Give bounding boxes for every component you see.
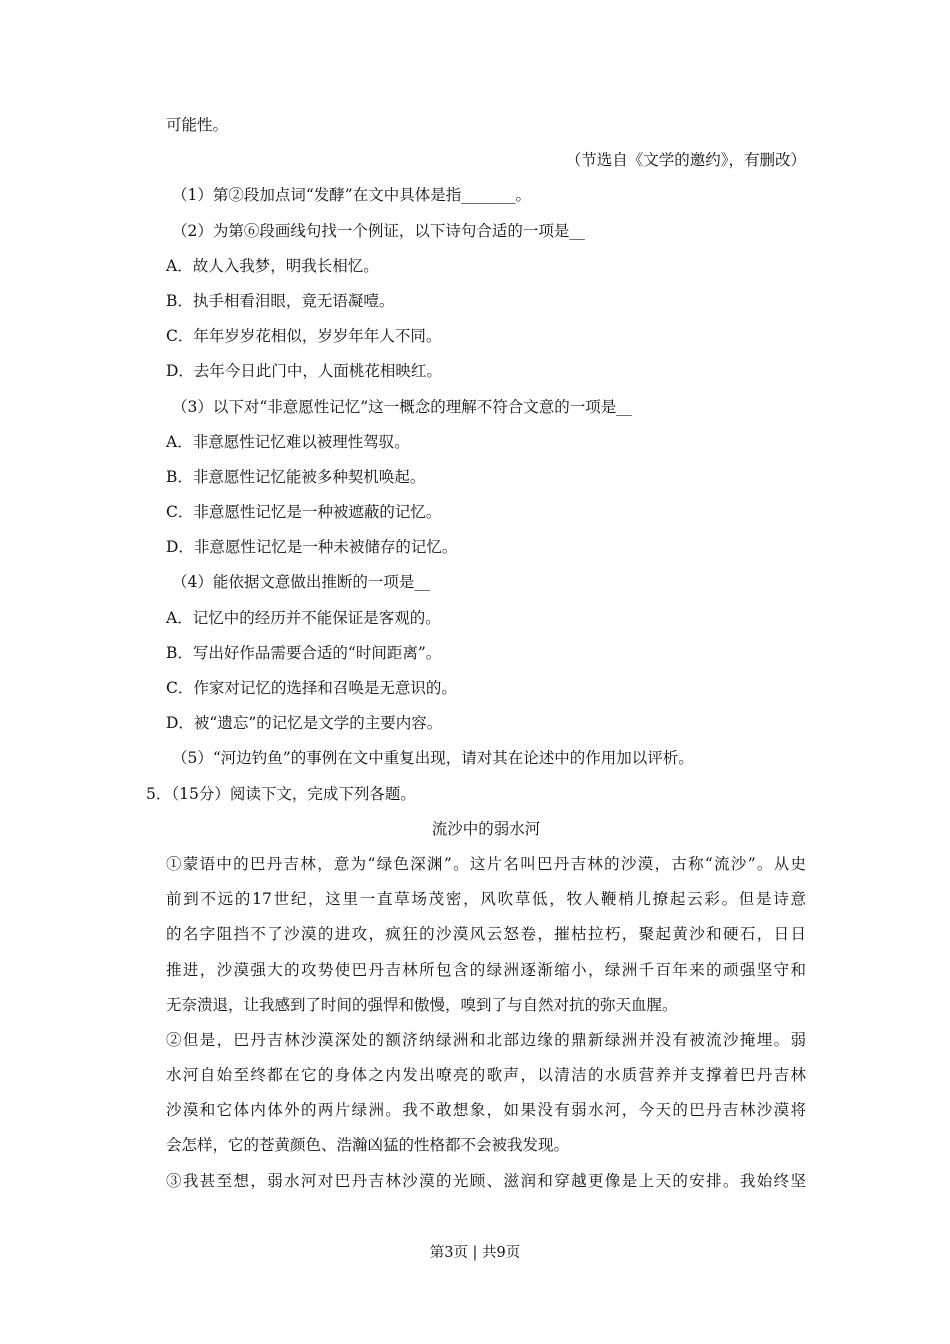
paragraph-line: 推进，沙漠强大的攻势使巴丹吉林所包含的绿洲逐渐缩小，绿洲千百年来的顽强坚守和 bbox=[166, 960, 806, 979]
option-d: D．被“遗忘”的记忆是文学的主要内容。 bbox=[166, 714, 443, 733]
paragraph-line: 的名字阻挡不了沙漠的进攻，疯狂的沙漠风云怒卷，摧枯拉朽，聚起黄沙和硬石，日日 bbox=[166, 925, 806, 944]
paragraph-line: 无奈溃退，让我感到了时间的强悍和傲慢，嗅到了与自然对抗的弥天血腥。 bbox=[166, 995, 678, 1014]
paragraph-line: 会怎样，它的苍黄颜色、浩瀚凶猛的性格都不会被我发现。 bbox=[166, 1136, 570, 1155]
paragraph-line: 水河自始至终都在它的身体之内发出嘹亮的歌声，以清洁的水质营养并支撑着巴丹吉林 bbox=[166, 1066, 806, 1085]
option-a: A．记忆中的经历并不能保证是客观的。 bbox=[166, 608, 441, 627]
option-c: C．年年岁岁花相似，岁岁年年人不同。 bbox=[166, 327, 442, 346]
option-c: C．作家对记忆的选择和召唤是无意识的。 bbox=[166, 679, 457, 697]
option-a: A．故人入我梦，明我长相忆。 bbox=[166, 256, 379, 275]
question-2: （2）为第⑥段画线句找一个例证，以下诗句合适的一项是__ bbox=[172, 221, 585, 240]
question-1: （1）第②段加点词“发酵”在文中具体是指_______。 bbox=[172, 186, 531, 205]
option-b: B．非意愿性记忆能被多种契机唤起。 bbox=[166, 467, 426, 486]
paragraph-line: 沙漠和它体内体外的两片绿洲。我不敢想象，如果没有弱水河，今天的巴丹吉林沙漠将 bbox=[166, 1101, 806, 1120]
paragraph-line: ③我甚至想，弱水河对巴丹吉林沙漠的光顾、滋润和穿越更像是上天的安排。我始终坚 bbox=[166, 1171, 806, 1190]
option-c: C．非意愿性记忆是一种被遮蔽的记忆。 bbox=[166, 503, 442, 522]
question-3: （3）以下对“非意愿性记忆”这一概念的理解不符合文意的一项是__ bbox=[172, 397, 632, 416]
option-b: B．执手相看泪眼，竟无语凝噎。 bbox=[166, 291, 395, 310]
text-line: 可能性。 bbox=[166, 116, 229, 134]
option-a: A．非意愿性记忆难以被理性驾驭。 bbox=[166, 432, 410, 451]
page-footer: 第3页 | 共9页 bbox=[429, 1245, 521, 1261]
option-d: D．去年今日此门中，人面桃花相映红。 bbox=[166, 362, 442, 381]
document-body bbox=[146, 108, 806, 1199]
option-b: B．写出好作品需要合适的“时间距离”。 bbox=[166, 643, 442, 662]
paragraph-line: ②但是，巴丹吉林沙漠深处的额济纳绿洲和北部边缘的鼎新绿洲并没有被流沙掩埋。弱 bbox=[166, 1030, 806, 1049]
paragraph-line: 前到不远的17世纪，这里一直草场茂密，风吹草低，牧人鞭梢儿撩起云彩。但是诗意 bbox=[166, 890, 806, 909]
question-4: （4）能依据文意做出推断的一项是__ bbox=[172, 573, 430, 592]
paragraph-line: ①蒙语中的巴丹吉林，意为“绿色深渊”。这片名叫巴丹吉林的沙漠，古称“流沙”。从史 bbox=[166, 854, 806, 873]
option-d: D．非意愿性记忆是一种未被储存的记忆。 bbox=[166, 538, 458, 557]
article-title: 流沙中的弱水河 bbox=[431, 819, 541, 838]
question-5: （5）“河边钓鱼”的事例在文中重复出现，请对其在论述中的作用加以评析。 bbox=[172, 749, 694, 768]
problem-5-heading: 5．（15分）阅读下文，完成下列各题。 bbox=[146, 784, 416, 803]
source-note: （节选自《文学的邀约》，有删改） bbox=[565, 151, 806, 170]
